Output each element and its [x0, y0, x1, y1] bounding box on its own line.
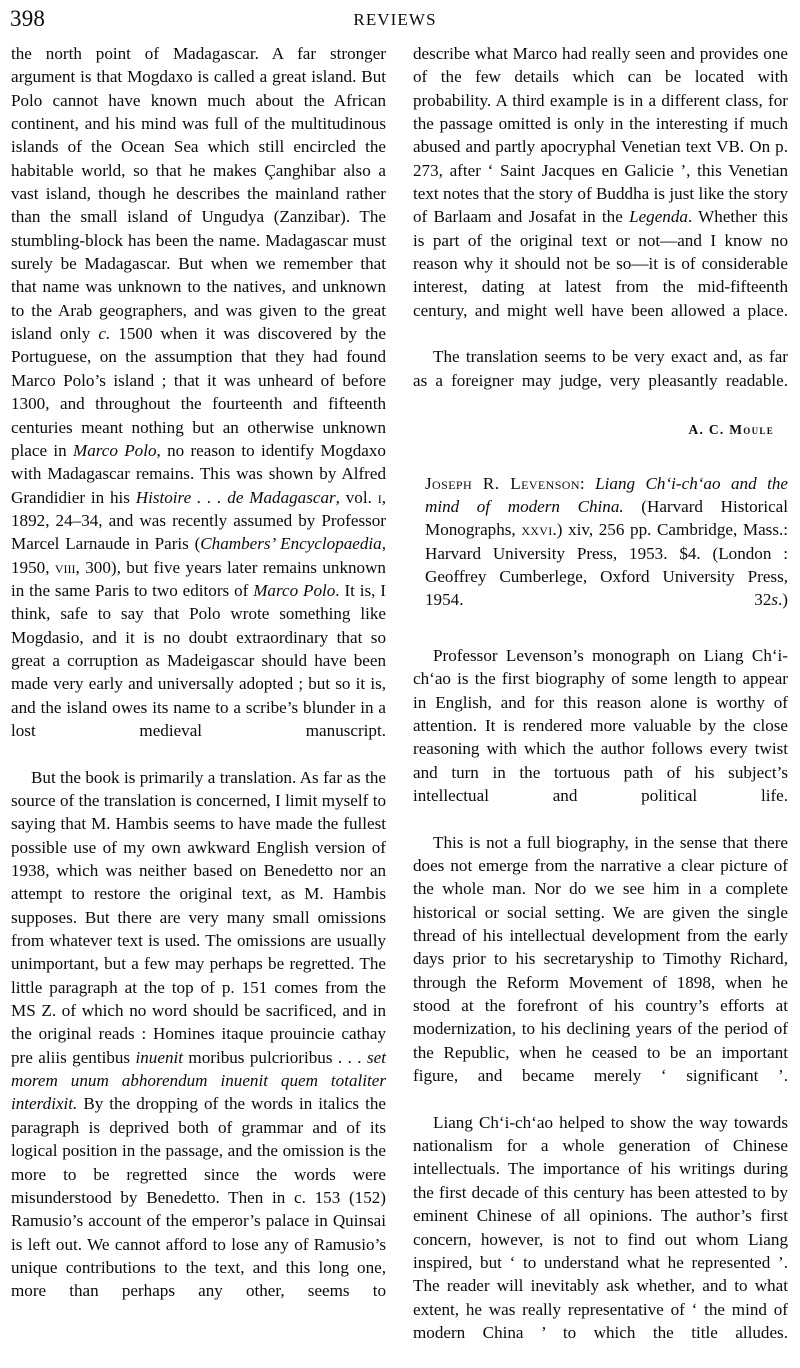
text-run: describe what Marco had really seen and provides one of the few details which can be located with probability. A third example is in a different class, for the passage omitted is only in the interesting if much abused and partly apocryphal Venetian text VB. On p. 273, after ‘ Saint Jacques en Galicie ’, this Venetian text notes that the story of Buddha is just like the story of Barlaam and Josafat in the	[413, 44, 788, 227]
review-title: Liang Ch‘i-ch‘ao and the mind of modern China.	[425, 473, 788, 516]
review-imprint-part-3: .)	[778, 590, 788, 610]
italic-run: Chambers’ Encyclopaedia	[200, 534, 382, 554]
review-series-number: xxvi	[521, 520, 553, 540]
right-column-paragraphs	[413, 42, 788, 416]
page-number: 398	[10, 6, 46, 31]
para-monograph	[413, 644, 788, 831]
text-run: 1500 when it was discovered by the Portuguese, on the assumption that they had found Marco Polo’s island ; that it was unheard of before 1300, and throughout the fourteenth and fifteenth centuries meant nothing but an otherwise unknown place in	[11, 324, 386, 460]
para-translation-exact	[413, 345, 788, 415]
smallcaps-run: viii	[54, 557, 76, 577]
italic-run: c.	[98, 324, 111, 344]
running-head	[0, 6, 800, 32]
para-nationalism	[413, 1111, 788, 1368]
para-not-full-biography	[413, 831, 788, 1111]
text-run: , vol.	[335, 487, 378, 507]
text-run: By the dropping of the words in italics the paragraph is deprived both of grammar and of its logical position in the passage, and the omission is the more to be regretted since the words were misunderstood by Benedetto. Then in c. 153 (152) Ramusio’s account of the emperor’s palace in Quinsai is left out. We cannot afford to lose any of Ramusio’s unique contributions to the text, and this long one, more than perhaps any other, seems to	[11, 1094, 386, 1301]
italic-run: Marco Polo	[253, 580, 336, 600]
text-run: . Whether this is part of the original text or not—and I know no reason why it should not be so—it is of considerable interest, dating at latest from the mid-fifteenth century, and might well have been allowed a place.	[413, 207, 788, 320]
text-run: the north point of Madagascar. A far stronger argument is that Mogdaxo is called a great island. But Polo cannot have known much about the African continent, and his mind was full of the multitudinous islands of the Ocean Sea which still encircled the habitable world, so that he makes Çanghibar also a vast island, though he describes the mainland rather than the small island of Ungudya (Zanzibar). The stumbling-block has been the name. Madagascar must surely be Madagascar. But when we remember that that name was unknown to the natives, and unknown to the Arab geographers, and was given to the great island only	[11, 44, 386, 344]
left-column	[11, 42, 386, 1368]
para-madagascar	[11, 42, 386, 766]
text-run: But the book is primarily a translation. As far as the source of the translation is concerned, I limit myself to saying that M. Hambis seems to have made the fullest possible use of my own awkward English version of 1938, which was neither based on Benedetto nor an attempt to restore the original text, as M. Hambis supposes. But there are very many small omissions from whatever text is used. The omissions are usually unimportant, but a few may perhaps be regretted. The little paragraph at the top of p. 151 comes from the MS Z. of which no word should be sacrificed, and in the original reads : Homines itaque prouincie cathay pre aliis gentibus	[11, 767, 386, 1067]
text-run: Professor Levenson’s monograph on Liang Ch‘i-ch‘ao is the first biography of some length to appear in English, and for this reason alone is worthy of attention. It is rendered more valuable by the close reasoning with which the author follows every twist and turn in the tortuous path of his subject’s intellectual and political life.	[413, 645, 788, 805]
text-run: moribus pulcrioribus . . .	[183, 1047, 367, 1067]
review-heading	[413, 472, 788, 635]
running-head-title: REVIEWS	[353, 10, 437, 29]
italic-run: set morem unum abhorendum inuenit quem totaliter interdixit.	[11, 1047, 386, 1114]
text-run: . It is, I think, safe to say that Polo wrote something like Mogdasio, and it is no doubt extraordinary that so great a corruption as Madeigascar should have been made very early and universally adopted ; but so it is, and the island owes its name to a scribe’s blunder in a lost medieval manuscript.	[11, 580, 386, 740]
review-author: Joseph R. Levenson	[425, 473, 580, 493]
review-body-paragraphs	[413, 644, 788, 1368]
italic-run: Histoire . . . de Madagascar	[135, 487, 336, 507]
text-run: Liang Ch‘i-ch‘ao helped to show the way towards nationalism for a whole generation of Chinese intellectuals. The importance of his writings during the first decade of this century has been attested to by eminent Chinese of all opinions. The author’s first concern, however, is not to find out whom Liang inspired, but ‘ to understand what he represented ’. The reader will inevitably ask whether, and to what extent, he was really representative of ‘ the mind of modern China ’ to which the title alludes.	[413, 1112, 788, 1342]
text-run: , 1892, 24–34, and was recently assumed by Professor Marcel Larnaude in Paris (	[11, 487, 386, 554]
review-signature: A. C. Moule	[688, 421, 774, 437]
smallcaps-run: i	[377, 487, 382, 507]
italic-run: inuenit	[135, 1047, 183, 1067]
text-run: , 300), but five years later remains unknown in the same Paris to two editors of	[11, 557, 386, 600]
right-column	[413, 42, 788, 1368]
text-run: This is not a full biography, in the sense that there does not emerge from the narrative a clear picture of the whole man. Nor do we see him in a complete historical or social setting. We are given the single thread of his intellectual development from the early days prior to his secretaryship to Timothy Richard, through the Reform Movement of 1898, when he stood at the forefront of his country’s efforts at modernization, to his declining years of the period of the Republic, when he ceased to be an important figure, and became merely ‘ significant ’.	[413, 832, 788, 1086]
left-column-paragraphs	[11, 42, 386, 1326]
italic-run: Marco Polo	[72, 440, 157, 460]
review-imprint-part-1: (Harvard Historical Monographs,	[425, 496, 789, 540]
para-describe	[413, 42, 788, 345]
para-translation	[11, 766, 386, 1326]
review-price-unit: s	[771, 590, 779, 610]
two-column-body	[0, 42, 800, 1368]
italic-run: Legenda	[629, 207, 688, 227]
review-imprint-part-2: .) xiv, 256 pp. Cambridge, Mass.: Harvard University Press, 1953. $4. (London : Geoffrey Cumberlege, Oxford University Press, 1954. 32	[425, 520, 789, 610]
text-run: The translation seems to be very exact and, as far as a foreigner may judge, very pleasantly readable.	[413, 347, 788, 390]
review-heading-colon: :	[579, 473, 585, 493]
text-run: , no reason to identify Mogdaxo with Madagascar remains. This was shown by Alfred Grandidier in his	[11, 440, 386, 507]
text-run: , 1950,	[11, 534, 386, 577]
